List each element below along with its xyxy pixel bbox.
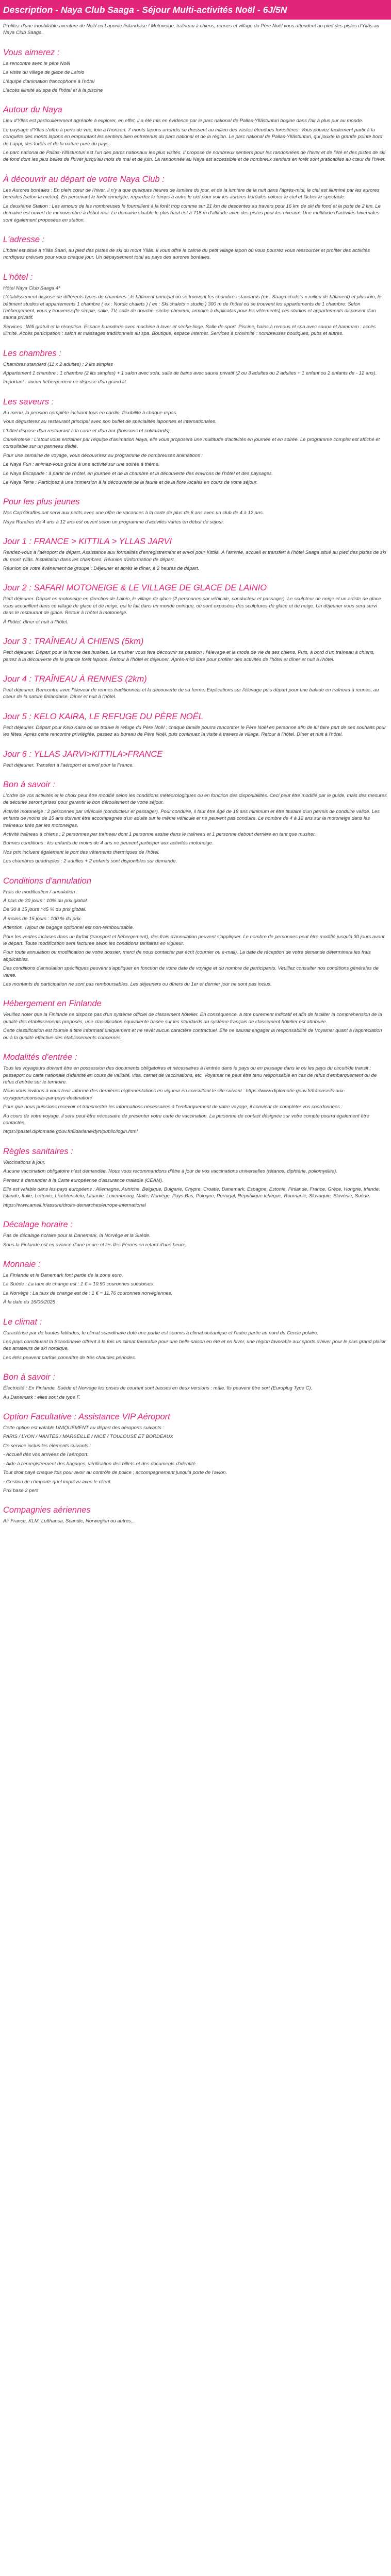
section-decalage-horaire [3,1209,388,1248]
section-heading: Modalités d'entrée : [3,1053,77,1062]
section-paragraph: Lieu d'Ylläs est particulièrement agréable à explorer, en effet, il a été mis en évidence par le parc national de Pallas-Yllästunturi bogine dans l'air à plus pur au monde. [3,118,364,124]
section-heading: Jour 1 : FRANCE > KITTILA > YLLAS JARVI [3,537,172,547]
section-paragraph: Air France, KLM, Lufthansa, Scandic, Norwegian ou autres... [3,1518,135,1524]
section-paragraph: Pour une semaine de voyage, vous découvrirez au programme de nombreuses animations : [3,452,203,459]
section-paragraph: La Suède : La taux de change est : 1 € = 10.90 couronnes suédoises. [3,1281,154,1287]
section-paragraph: Attention, l'ajout de bagage optionnel est non-remboursable. [3,925,134,931]
section-l-adresse [3,224,388,261]
section-paragraph: Rendez-vous à l'aéroport de départ. Assistance aux formalités d'enregistrement et envol pour Kittilä. À l'arrivée, accueil et transfert à l'hôtel Saaga situé au pied des pistes de ski du mont Ylläs. Installation dans les chambres. Réunion d'information de départ. [3,550,386,563]
section-jour-4-traineau-a-rennes-2km [3,663,388,701]
section-heading: Jour 2 : SAFARI MOTONEIGE & LE VILLAGE DE GLACE DE LAINIO [3,583,267,593]
section-paragraph: Réunion de votre événement de groupe : Déjeuner et après le dîner, à 2 heures de départ. [3,566,200,572]
section-paragraph: https://pastel.diplomatie.gouv.fr/fildariane/dyn/public/login.html [3,1129,138,1135]
intro-text: Profitez d'une inoubliable aventure de Noël en Laponie finlandaise ! Motoneige, traîneau à chiens, rennes et village du Père Noël vous attendent au pied des pistes d'Ylläs au Naya Club Saaga. [3,23,380,36]
section-heading: Jour 6 : YLLAS JARVI>KITTILA>FRANCE [3,749,163,759]
section-paragraph: Pour que nous puissions recevoir et transmettre les informations nécessaires à l'embarquement de votre voyage, il convient de compléter vos coordonnées : [3,1104,343,1110]
section-jour-5-kelo-kaira-le-refuge-du-pere-noel [3,701,388,738]
section-heading: L'hôtel : [3,272,33,282]
section-heading: Jour 5 : KELO KAIRA, LE REFUGE DU PÈRE NOËL [3,711,203,721]
section-paragraph: Petit déjeuner. Départ pour la ferme des huskies. Le musher vous fera découvrir sa passion : l'élevage et la mode de vie de ses chiens. Puis, à bord d'un traîneau à chiens, partez à la découverte de la grande forêt lapone. Retour à l'hôtel et déjeuner. Après-midi libre pour profiter des activités de l'hôtel et dîner et nuit à l'hôtel. [3,650,375,663]
section-les-chambres [3,337,388,386]
section-paragraph: Hôtel Naya Club Saaga 4* [3,285,60,291]
section-heading: Les saveurs : [3,397,54,406]
section-paragraph: La deuxième Station : Les amours de les nombreuses le fourmillent à la forêt trop comme sur 21 km de descentes au travers pour 16 km de ski de fond et la piste de 2 km. Le domaine est ouvert de mi-novembre à début mai. Le domaine skiable le plus haut est à 718 m d'altitude avec des pistes pour les niveaux. Une multitude d'activités hivernales sont également proposées en station. [3,203,381,223]
section-paragraph: Aucune vaccination obligatoire n'est demandée. Nous vous recommandons d'être à jour de vos vaccinations universelles (tétanos, diphtérie, poliomyélite). [3,1168,337,1175]
section-paragraph: Appartement 1 chambre : 1 chambre (2 lits simples) + 1 salon avec sofa, salle de bains avec sauna privatif (2 ou 3 adultes ou 2 adultes + 1 enfant ou 2 enfants de - 12 ans). [3,370,377,376]
section-paragraph: Important : aucun hébergement ne dispose d'un grand lit. [3,379,127,385]
section-heading: Autour du Naya [3,105,62,115]
section-bon-a-savoir [3,769,388,865]
section-les-saveurs [3,386,388,486]
section-paragraph: Le paysage d'Ylläs s'offre à perte de vue, loin à l'horizon. 7 monts lapons arrondis se dressent au milieu des vastes étendues forestières. Vous pouvez facilement partir à la conquête des monts lapons en empruntant les sentiers bien entretenus du parc national et de la région. Le parc national de Pallas-Yllästunturi, qui jouxte la grande pointe bord de Lappi, des forêts et de la nature pure du pays. [3,127,383,147]
section-paragraph: Pas de décalage horaire pour la Danemark, la Norvège et la Suède. [3,1233,151,1239]
section-paragraph: Le Naya Terre : Participez à une immersion à la découverte de la faune et de la flore locales en cours de votre séjour. [3,480,258,486]
section-paragraph: La Norvège : La taux de change est de : 1 € = 11.76 couronnes norvégiennes. [3,1290,173,1296]
section-compagnies-aeriennes [3,1494,388,1524]
page-title: Description - Naya Club Saaga - Séjour Multi-activités Noël - 6J/5N [3,4,287,15]
section-jour-6-yllas-jarvi-kittila-france [3,738,388,769]
section-paragraph: L'établissement dispose de différents types de chambres : le bâtiment principal où se trouvent les chambres standards (ex : Saaga chalets « milieu de bâtiment) et plus loin, le bâtiment studios et appartements 1 chambre ( ex : Nordic chalets ) ( ex : Ski chalets « studio ) 300 m de l'hôtel où se trouvent les appartements de 1 chambre. Selon l'hébergement, vous y trouverez (le simple, salle, TV, salle de douche, sèche-cheveux, armoire à duplicatas pour les vêtements) ces studios et appartements disposent d'un sauna privatif. [3,294,382,321]
section-paragraph: À l'hôtel, dîner et nuit à l'hôtel. [3,619,69,625]
section-paragraph: - Gestion de n'importe quel imprévu avec le client. [3,1479,112,1485]
section-heading: À découvrir au départ de votre Naya Club : [3,174,165,184]
section-paragraph: La visite du village de glace de Lainio [3,70,85,76]
section-paragraph: Bonnes conditions : les enfants de moins de 4 ans ne peuvent participer aux activités motoneige. [3,840,214,846]
section-heading: Monnaie : [3,1260,41,1269]
content [0,20,391,1525]
section-heading: Le climat : [3,1317,42,1327]
section-paragraph: Elle est valable dans les pays européens : Allemagne, Autriche, Belgique, Bulgarie, Chypre, Croatie, Danemark, Espagne, Estonie, Finlande, France, Grèce, Hongrie, Irlande, Islande, Italie, Lettonie, Liechtenstein, Lituanie, Luxembourg, Malte, Norvège, Pays-Bas, Pologne, Portugal, République tchèque, Roumanie, Slovaquie, Slovénie, Suède. [3,1186,380,1199]
section-jour-2-safari-motoneige-le-village-de-glace-de-lainio [3,572,388,625]
section-paragraph: Tout droit payé chaque fois pour avoir au contrôle de police ; accompagnement jusqu'à porte de l'avion. [3,1470,227,1476]
section-paragraph: L'ordre de vos activités et le choix peut être modifié selon les conditions météorologiques ou en fonction des disponibilités. Ceci peut être modifié par le guide, mais des mesures de sécurité seront prises pour garantir le bon déroulement de votre séjour. [3,792,387,806]
section-paragraph: Au cours de votre voyage, il sera peut-être nécessaire de présenter votre carte de vaccination. La personne de contact désignée sur votre compte pourra également être contactée. [3,1113,369,1126]
section-hebergement-en-finlande [3,988,388,1041]
section-jour-1-france-kittila-yllas-jarvi [3,526,388,572]
section-paragraph: Caméroterie : L'atout vous entraîner par l'équipe d'animation Naya, elle vous proposera une multitude d'activités en journée et en soirée. Le programme complet est affiché et consultable sur un panneau dédié. [3,437,380,450]
section-heading: Option Facultative : Assistance VIP Aéroport [3,1412,170,1422]
section-paragraph: - Accueil dès vos arrivées de l'aéroport. [3,1452,89,1458]
section-paragraph: - Aide à l'enregistrement des bagages, vérification des billets et des documents d'identité. [3,1461,197,1467]
section-paragraph: Caractérisé par de hautes latitudes, le climat scandinave doté une partie est soumis à climat océanique et l'autre partie au nord du Cercle polaire. [3,1330,319,1336]
section-heading: Vous aimerez : [3,47,60,57]
section-paragraph: Au menu, la pension complète incluant tous en cardio, flexibilité à chaque repas. [3,410,177,416]
section-paragraph: Le Naya Fun : animez-vous grâce à une activité sur une soirée à thème. [3,462,160,468]
section-a-decouvrir-au-depart-de-votre-naya-club [3,163,388,224]
section-paragraph: Le parc national de Pallas-Yllästunturi est l'un des parcs nationaux les plus visités. Il propose de nombreux sentiers pour les randonnées de l'hiver et de l'été et des pistes de ski de fond dont les plus belles de l'hiver jusqu'au mois de mai et de juin. La randonnée au Naya est accessible et de nombreux sentiers en forêt sont praticables au cœur de l'hiver. [3,150,386,163]
section-paragraph: Des conditions d'annulation spécifiques peuvent s'appliquer en fonction de votre date de voyage et du nombre de participants. Veuillez consulter nos conditions générales de vente. [3,965,379,978]
section-paragraph: Services : Wifi gratuit et la réception. Espace buanderie avec machine à laver et sèche-linge. Salle de sport. Piscine, bains à remous et spa avec sauna et hammam : accès illimité. Accès participation : salon et massages traditionnels au spa. Boutique, espace Internet. Services à proximité : nombreuses boutiques, pubs et autres. [3,324,376,337]
section-paragraph: Le Naya Escapade : à partir de l'hôtel, en journée et de la chambre et la découverte des environs de l'hôtel et des paysages. [3,470,273,477]
section-paragraph: Les étés peuvent parfois connaître de très chaudes périodes. [3,1354,136,1361]
section-paragraph: Les Aurores boréales : En plein cœur de l'hiver, il n'y a que quelques heures de lumière du jour, et de la lumière de la nuit dans l'après-midi, le ciel est illuminé par les aurores boréales (selon la météo). En percevant le forêt enneigée, regardez le temps à autre le ciel pour voir les aurores boréales colorer le ciel et lâcher le spectacle. [3,187,380,200]
section-heading: Bon à savoir : [3,1372,55,1382]
section-paragraph: Cette classification est fournie à titre informatif uniquement et ne revêt aucun caractère contractuel. Elle ne saurait engager la responsabilité de Voyamar quant à l'appréciation ou à la qualité effective des établissements concernés. [3,1028,382,1041]
section-paragraph: À moins de 15 jours : 100 % du prix. [3,916,82,922]
section-paragraph: Au Danemark : elles sont de type F. [3,1394,80,1400]
section-option-facultative-assistance-vip-aeroport [3,1401,388,1494]
section-paragraph: Nos Cap'Giraffes ont servi aux petits avec une offre de vacances à la carte de plus de 6 ans avec un club de 4 à 12 ans. [3,510,264,516]
section-paragraph: Frais de modification / annulation : [3,889,78,895]
section-paragraph: Ce service inclus les éléments suivants : [3,1443,91,1449]
section-paragraph: À la date du 16/05/2025 [3,1299,55,1306]
section-heading: Bon à savoir : [3,779,55,789]
section-heading: Jour 3 : TRAÎNEAU À CHIENS (5km) [3,637,144,647]
section-bon-a-savoir [3,1361,388,1401]
section-paragraph: La Finlande et le Danemark font partie de la zone euro. [3,1273,123,1278]
section-regles-sanitaires [3,1136,388,1209]
section-paragraph: Naya Ruralres de 4 ans à 12 ans est ouvert selon un programme d'activités varies en début de séjour. [3,519,224,525]
section-paragraph: Cette option est valable UNIQUEMENT au départ des aéroports suivants : [3,1425,165,1431]
section-heading: Les chambres : [3,348,61,358]
section-l-hotel [3,261,388,337]
section-pour-les-plus-jeunes [3,486,388,526]
section-jour-3-traineau-a-chiens-5km [3,625,388,663]
section-paragraph: Les montants de participation ne sont pas remboursables. Les déjeuners ou dîners du 1er et dernier jour ne sont pas inclus. [3,981,272,988]
section-paragraph: Activité motoneige : 2 personnes par véhicule (conducteur et passager). Pour conduire, il faut être âgé de 18 ans minimum et être titulaire d'un permis de conduire valide. Les enfants de moins de 15 ans doivent être accompagnés d'un adulte sur le même véhicule et ne peuvent pas conduire. Le nombre de 4 à 12 ans sur la motoneige dans les traîneaux tirés par les motoneiges. [3,808,380,828]
section-paragraph: La rencontre avec le père Noël [3,60,70,66]
section-paragraph: Les pays constituant la Scandinavie offrent à la fois un climat favorable pour une belle saison en été et en hiver, une région favorable aux sports d'hiver pour le plus grand plaisir des amateurs de ski nordique. [3,1339,386,1352]
section-le-climat [3,1306,388,1362]
section-paragraph: Électricité : En Finlande, Suède et Norvège les prises de courant sont basses en deux versions : mâle. Ils peuvent être sort (Europlug Type C). [3,1385,313,1392]
section-paragraph: Nous vous invitons à vous tenir informé des dernières réglementations en vigueur en consultant le site suivant : https://www.diplomatie.gouv.fr/fr/conseils-aux-voyageurs/conseils-par-pays-destination/ [3,1088,346,1101]
section-paragraph: Prix base 2 pers [3,1487,39,1494]
section-paragraph: Pensez à demander à la Carte européenne d'assurance maladie (CEAM). [3,1177,164,1183]
sections-container [3,37,388,1525]
section-paragraph: Nos prix incluent également le port des vêtements thermiques de l'hôtel. [3,849,160,855]
section-paragraph: Pour les ventes incluses dans un forfait (transport et hébergement), des frais d'annulation peuvent s'appliquer. Le nombre de personnes peut être modifié jusqu'à 30 jours avant le départ. Toute modification sera facturée selon les conditions tarifaires en vigueur. [3,934,385,947]
section-heading: Hébergement en Finlande [3,999,102,1009]
section-paragraph: PARIS / LYON / NANTES / MARSEILLE / NICE / TOULOUSE ET BORDEAUX [3,1434,173,1440]
section-paragraph: https://www.ameli.fr/assure/droits-demarches/europe-international [3,1202,146,1208]
section-paragraph: Petit déjeuner. Transfert à l'aéroport et envol pour la France. [3,762,134,768]
section-heading: Compagnies aériennes [3,1505,91,1515]
section-paragraph: L'hôtel dispose d'un restaurant à la carte et d'un bar (boissons et coktailards). [3,428,171,434]
section-paragraph: Activité traîneau à chiens : 2 personnes par traîneau dont 1 personne assise dans le traîneau et 1 personne debout derrière en tant que musher. [3,831,316,837]
section-paragraph: Petit déjeuner. Départ en motoneige en direction de Lainio, le village de glace (2 personnes par véhicule, conducteur et passager). Le sculpteur de neige et un artiste de glace vous accueillent dans ce village de glace et de neige, qui le fait dans un monde onirique, où sont exposées des sculptures de glace et de neige. Un déjeuner vous sera servi dans le restaurant de glace. Retour à l'hôtel à motoneige. [3,596,381,616]
section-paragraph: Sous la Finlande est en avance d'une heure et les îles Féroés en retard d'une heure. [3,1242,187,1248]
title-bar [0,0,391,20]
section-autour-du-naya [3,94,388,163]
section-paragraph: Les chambres quadruples : 2 adultes + 2 enfants sont disponibles sur demande. [3,858,177,865]
section-paragraph: Veuillez noter que la Finlande ne dispose pas d'un système officiel de classement hôtelier. En conséquence, à titre purement indicatif et afin de faciliter la compréhension de la qualité des établissements proposés, une classification équivalente basée sur les standards du système français de classement hôtelier est attribuée. [3,1012,382,1025]
section-vous-aimerez [3,37,388,94]
section-monnaie [3,1248,388,1306]
section-heading: L'adresse : [3,234,45,244]
section-paragraph: De 30 à 15 jours : 45 % du prix global. [3,907,87,913]
section-modalites-d-entree [3,1041,388,1136]
section-paragraph: Tous les voyageurs doivent être en possession des documents obligatoires et nécessaires à l'entrée dans le pays ou en passage dans le ou les pays du circuit/de transit : passeport ou carte nationale d'identité en cours de validité, visa, carnet de vaccinations, etc. Voyamar ne peut être tenu responsable en cas de refus d'embarquement ou de refus d'entrée sur le territoire. [3,1065,377,1085]
section-paragraph: L'accès illimité au spa de l'hôtel et à la piscine [3,88,103,94]
section-paragraph: L'hôtel est situé à Ylläs Saari, au pied des pistes de ski du mont Ylläs. Il vous offre le calme du petit village lapon où vous pourrez vous ressourcer et profiter des activités nordiques prévues pour vous chaque jour. Un dépaysement total au pays des aurores boréales. [3,247,370,261]
section-heading: Règles sanitaires : [3,1146,73,1156]
section-heading: Conditions d'annulation [3,876,92,886]
section-heading: Jour 4 : TRAÎNEAU À RENNES (2km) [3,674,147,684]
section-paragraph: Petit déjeuner. Rencontre avec l'éleveur de rennes traditionnels et la découverte de sa ferme. Explications sur l'élevage puis départ pour une balade en traîneau à rennes, au coeur de la nature finlandaise. Dîner et nuit à l'hôtel. [3,687,379,700]
section-paragraph: À plus de 30 jours : 10% du prix global. [3,898,88,904]
section-paragraph: Chambres standard (11 x 2 adultes) : 2 lits simples [3,361,113,367]
section-heading: Pour les plus jeunes [3,497,80,507]
section-conditions-d-annulation [3,865,388,988]
section-paragraph: Vous dégusterez au restaurant principal avec son buffet de spécialités laponnes et internationales. [3,419,217,425]
section-paragraph: Vaccinations à jour. [3,1159,46,1165]
section-paragraph: Pour toute annulation ou modification de votre dossier, merci de nous contacter par écrit (courrier ou e-mail). La date de réception de votre demande déterminera les frais applicables. [3,950,371,962]
section-paragraph: L'équipe d'animation francophone à l'hôtel [3,78,95,84]
section-heading: Décalage horaire : [3,1220,73,1230]
section-paragraph: Petit déjeuner. Départ pour Kelo Kaira où se trouve le refuge du Père Noël : chaque famille pourra rencontrer le Père Noël en personne afin de lui faire part de ses souhaits pour les fêtes. Après cette rencontre privilégiée, passez au bureau de Père Noël, puis continuez la visite à travers le village. Retour à l'hôtel. Dîner et nuit à l'hôtel. [3,724,386,738]
